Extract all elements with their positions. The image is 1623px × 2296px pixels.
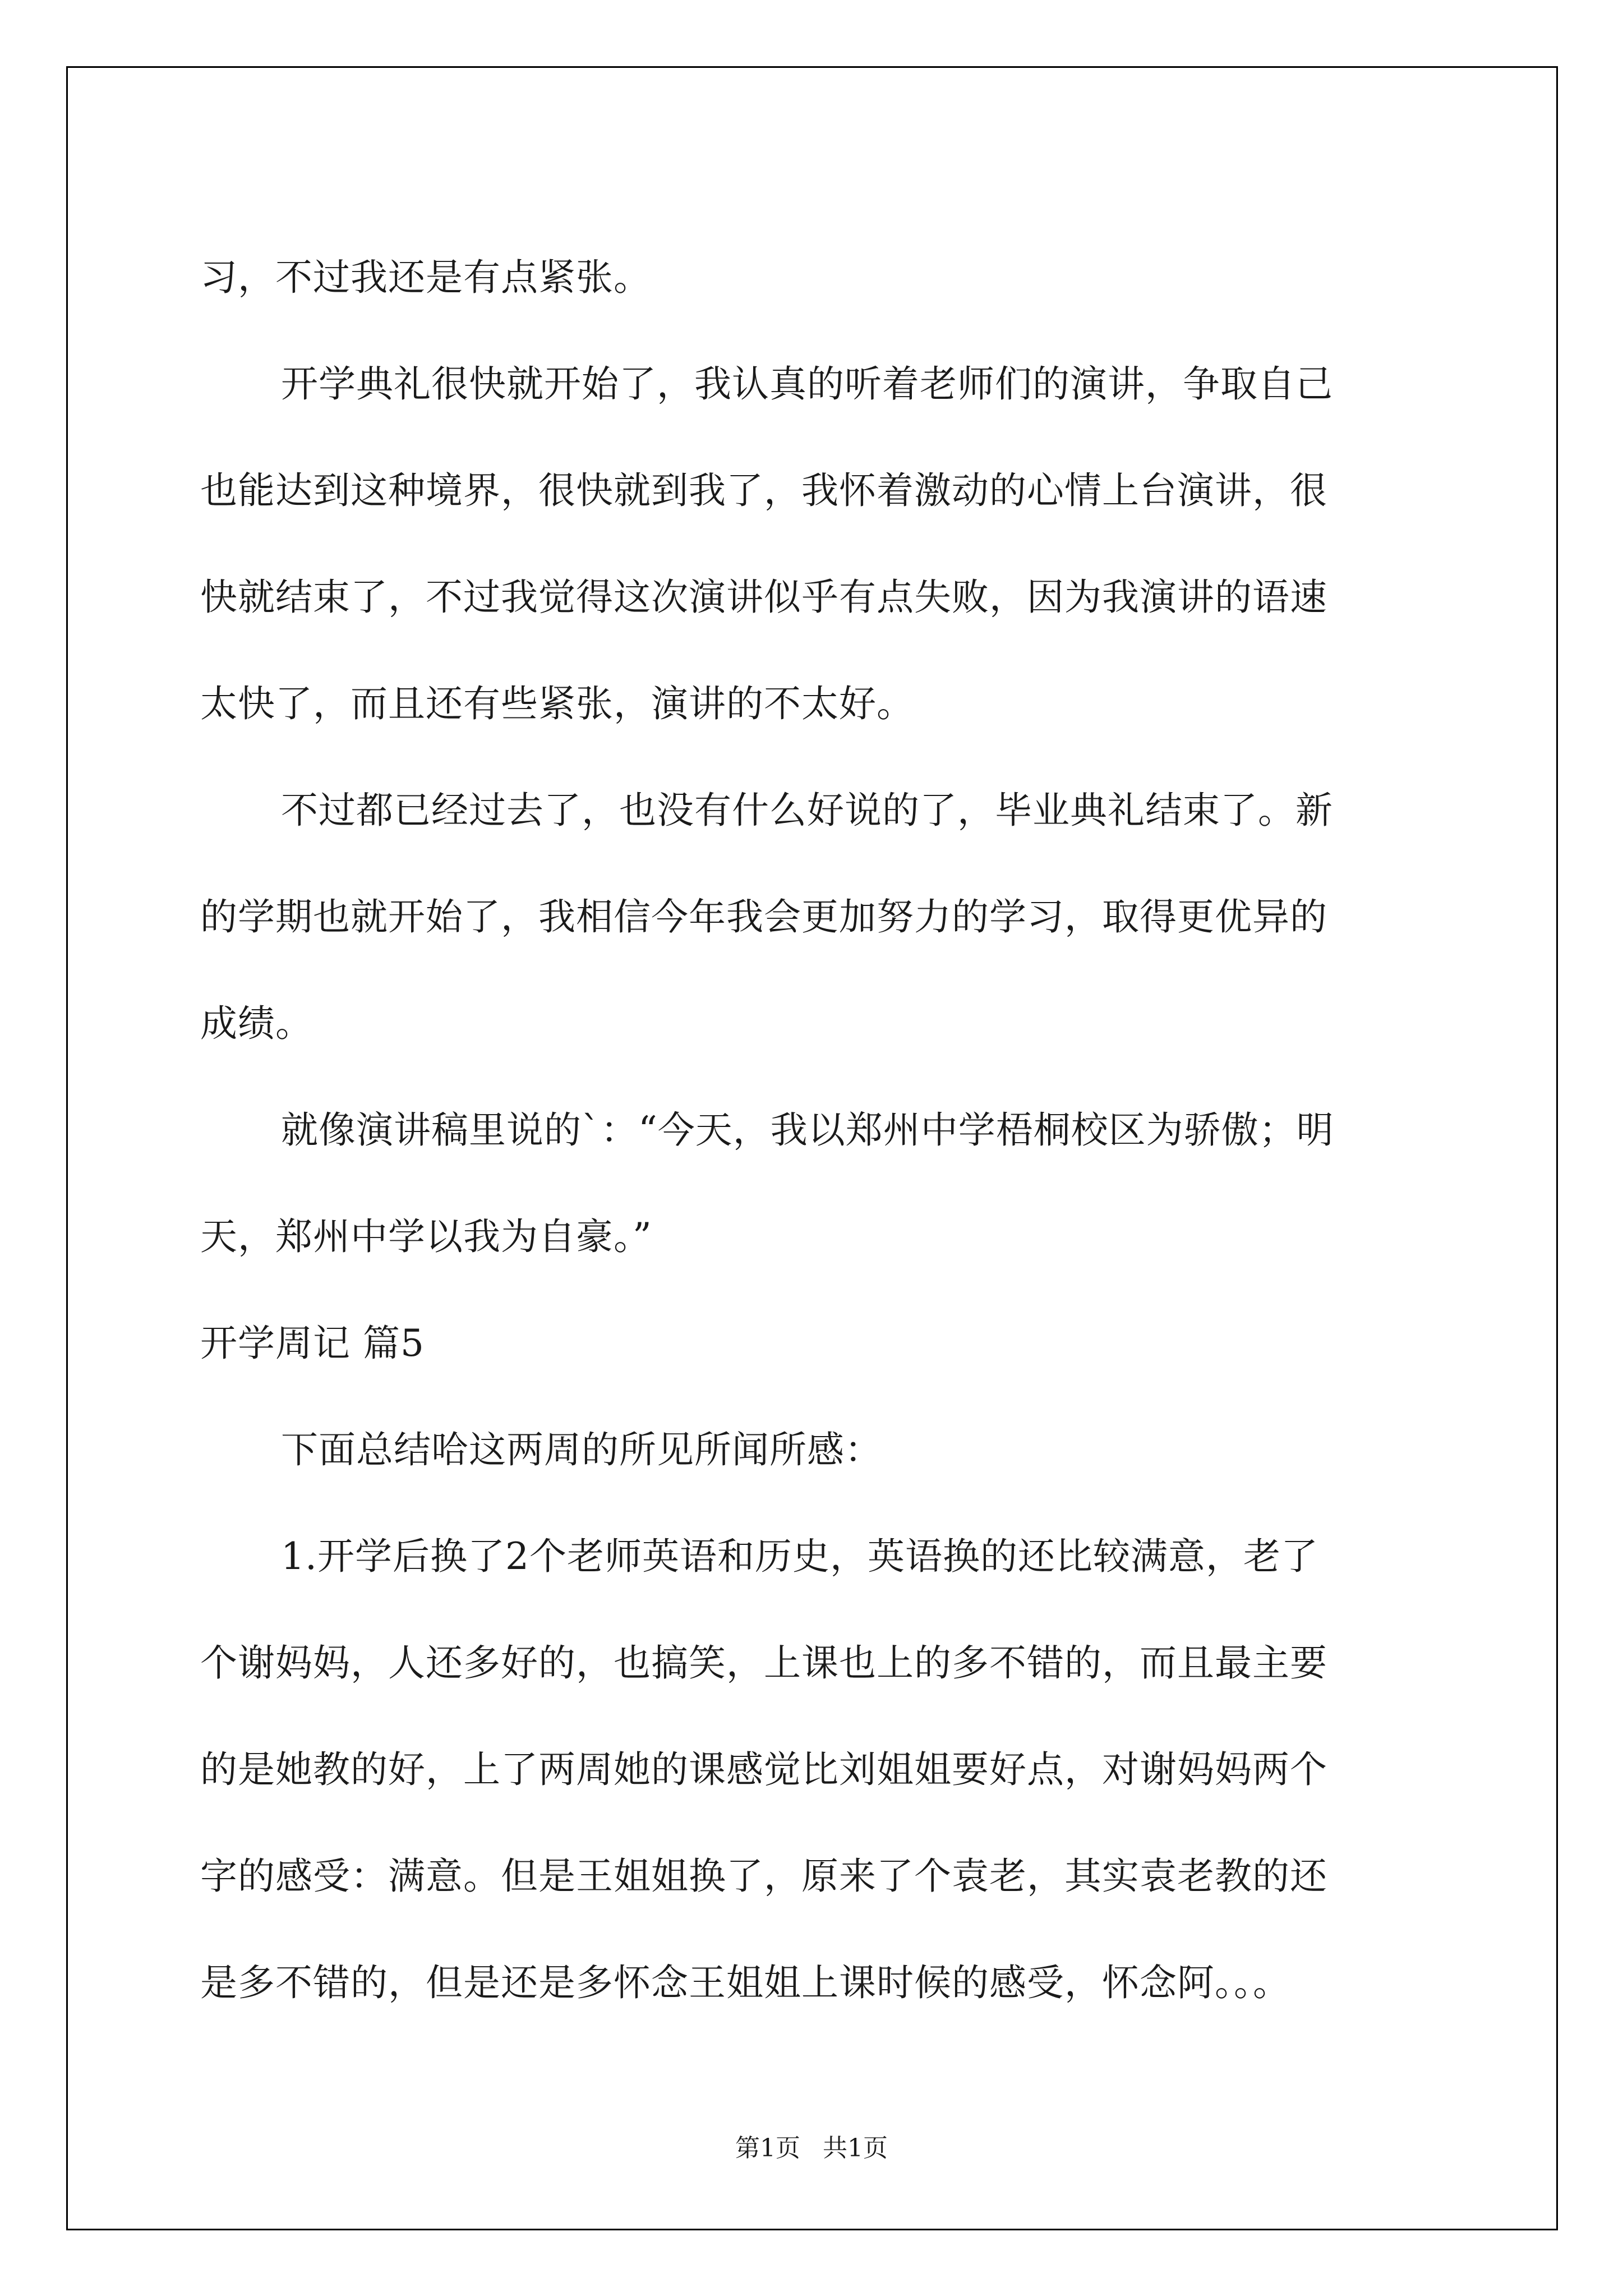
text-line: 就像演讲稿里说的`：“今天，我以郑州中学梧桐校区为骄傲；明 [281, 1108, 1334, 1152]
text-line: 的学期也就开始了，我相信今年我会更加努力的学习，取得更优异的 [200, 895, 1327, 938]
page-total: 共1页 [823, 2134, 888, 2162]
text-line: 是多不错的，但是还是多怀念王姐姐上课时候的感受，怀念阿。。。 [200, 1961, 1290, 2004]
text-line: 1.开学后换了2个老师英语和历史，英语换的还比较满意，老了 [281, 1535, 1318, 1578]
text-line: 字的感受：满意。但是王姐姐换了，原来了个袁老，其实袁老教的还 [200, 1855, 1327, 1898]
section-heading: 开学周记 篇5 [200, 1322, 425, 1365]
text-line: 天，郑州中学以我为自豪。” [200, 1215, 652, 1258]
text-line: 太快了，而且还有些紧张，演讲的不太好。 [200, 682, 914, 725]
text-line: 下面总结哈这两周的所见所闻所感： [281, 1428, 882, 1471]
text-line: 个谢妈妈，人还多好的，也搞笑，上课也上的多不错的，而且最主要 [200, 1641, 1327, 1685]
text-line: 也能达到这种境界，很快就到我了，我怀着激动的心情上台演讲，很 [200, 469, 1327, 512]
text-line: 的是她教的好，上了两周她的课感觉比刘姐姐要好点，对谢妈妈两个 [200, 1748, 1327, 1791]
page-footer [0, 2132, 1623, 2165]
text-line: 习，不过我还是有点紧张。 [200, 256, 651, 299]
text-line: 开学典礼很快就开始了，我认真的听着老师们的演讲，争取自己 [281, 362, 1333, 406]
text-line: 不过都已经过去了，也没有什么好说的了，毕业典礼结束了。新 [281, 789, 1333, 832]
page-number: 第1页 [735, 2134, 800, 2162]
document-body [200, 224, 1434, 2036]
text-line: 成绩。 [200, 1002, 313, 1045]
text-line: 快就结束了，不过我觉得这次演讲似乎有点失败，因为我演讲的语速 [200, 576, 1327, 619]
